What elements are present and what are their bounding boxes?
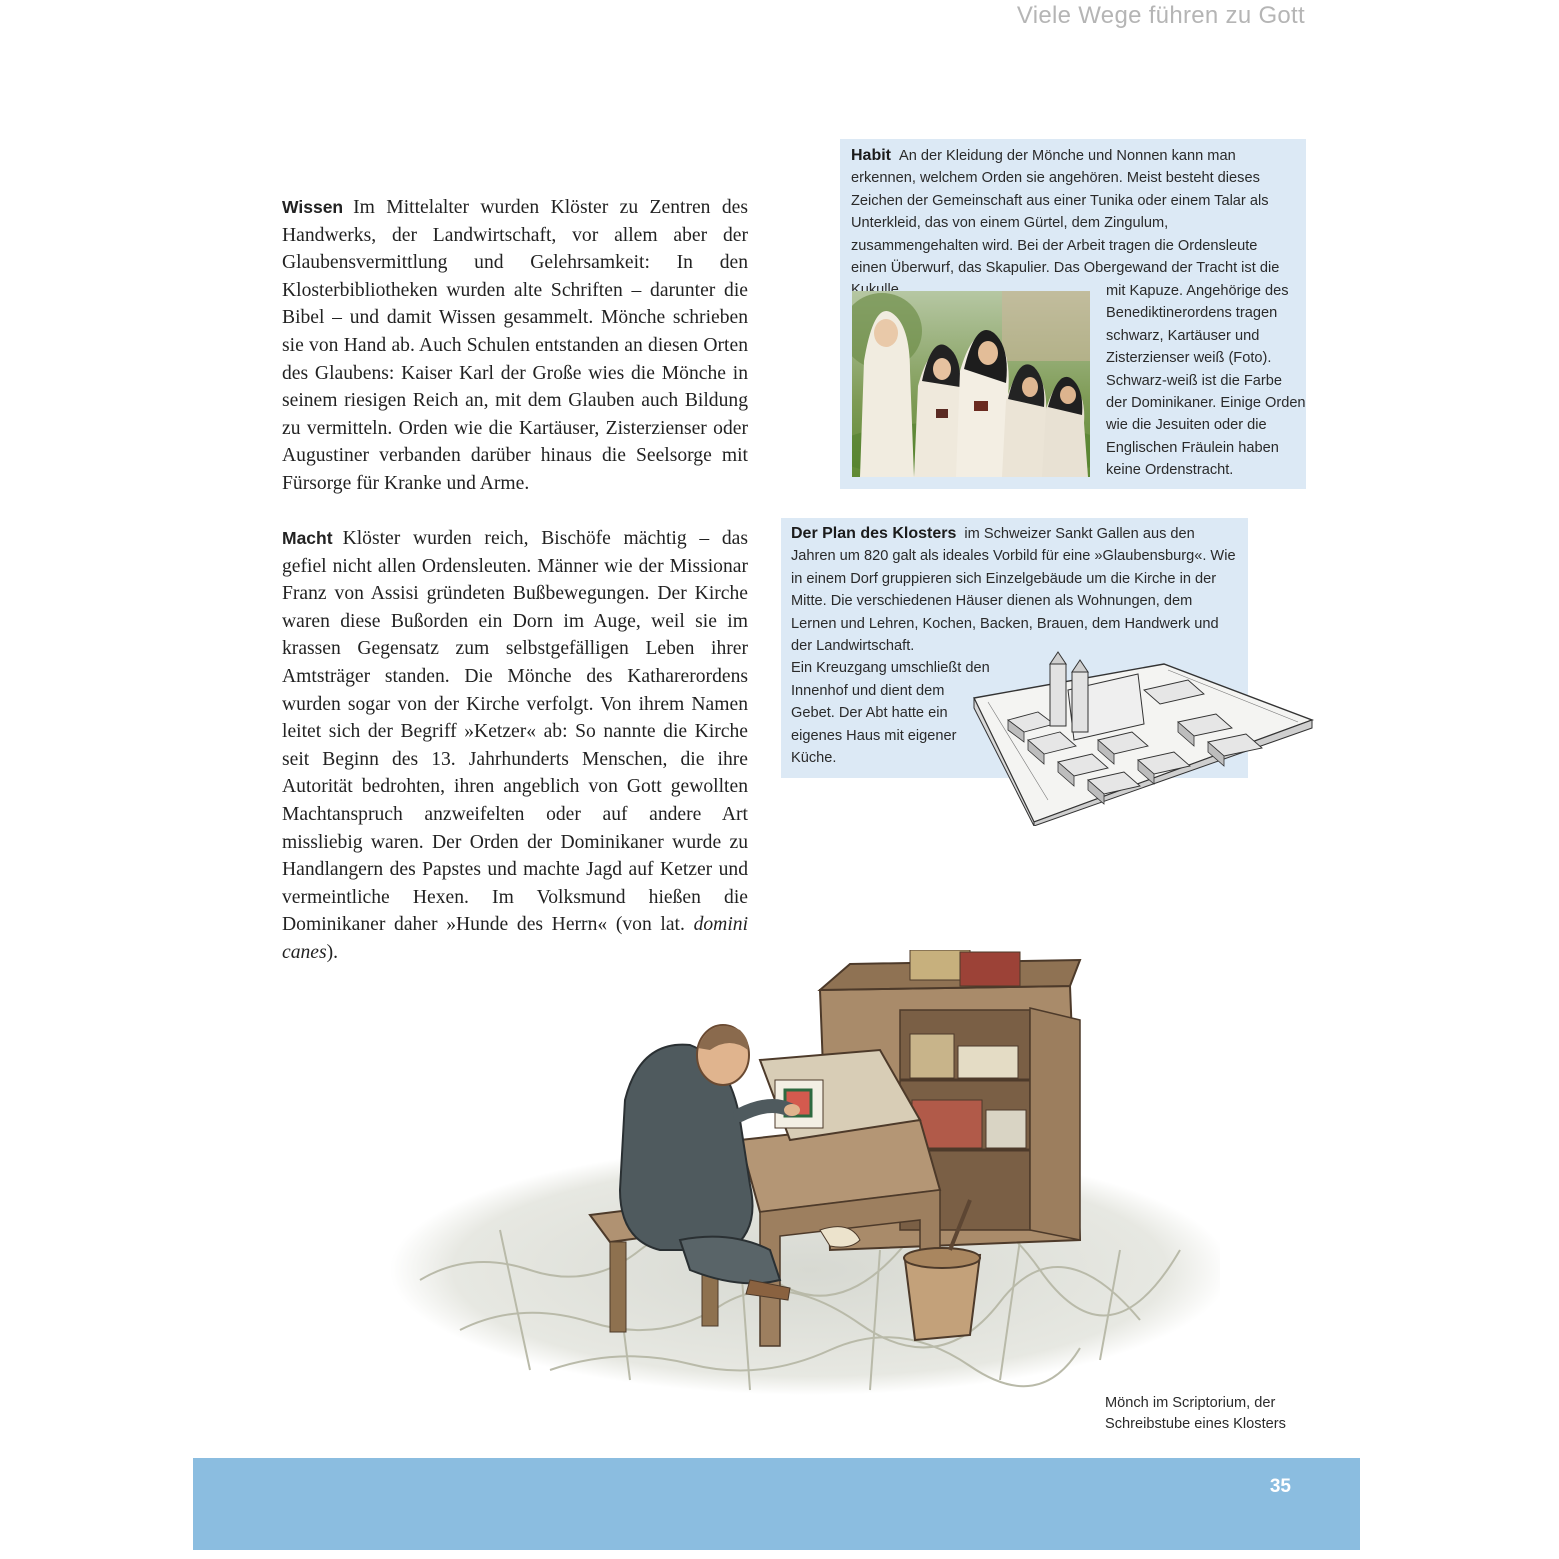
macht-paragraph [282,525,748,967]
footer-band [193,1458,1360,1550]
nuns-photo-illustration [852,291,1090,477]
running-title: Viele Wege führen zu Gott [1016,2,1305,29]
habit-infobox [840,139,1306,489]
wissen-lead: Wissen [282,197,344,217]
plan-intro-text: im Schweizer Sankt Gallen aus den Jahren um 820 galt als ideales Vorbild für eine »Glaubensburg«. Wie in einem Dorf gruppieren sich Einzelgebäude um die Kirche in der Mitte. Die verschiedenen Häuser dienen als Wohnungen, dem Lernen und Lehren, Kochen, Backen, Brauen, dem Handwerk und der Landwirtschaft. [791,526,1236,655]
habit-lead: Habit [851,147,891,164]
section-wissen [282,194,748,498]
habit-intro [851,145,1295,302]
page-number: 35 [1269,1476,1291,1497]
nuns-habit-photo [852,291,1090,477]
macht-text: Klöster wurden reich, Bischöfe mächtig – das gefiel nicht allen Ordensleuten. Männer wie der Missionar Franz von Assisi gründeten Bußbewegungen. Der Kirche waren diese Bußorden ein Dorn im Auge, weil sie im krassen Gegensatz zum selbstgefälligen Leben ihrer Amtsträger standen. Die Mönche des Katharerordens wurden sogar von der Kirche verfolgt. Von ihrem Namen leitet sich der Begriff »Ketzer« ab: So nannte die Kirche seit Beginn des 13. Jahrhunderts Menschen, die ihre Autorität bedrohten, ihren angeblich von Gott gewollten Machtanspruch anzweifelten oder auf andere Art missliebig waren. Der Orden der Dominikaner wurde zu Handlangern des Papstes und machte Jagd auf Ketzer und vermeintliche Hexen. Im Volksmund hießen die Dominikaner daher »Hunde des Herrn« (von lat. [282,528,748,936]
habit-side-text: mit Kapuze. Angehörige des Benediktinerordens tragen schwarz, Kartäuser und Zisterzienser weiß (Foto). Schwarz-weiß ist die Farbe der Dominikaner. Einige Orden wie die Jesuiten oder die Englischen Fräulein haben keine Ordenstracht. [1106,283,1306,479]
monastery-plan-drawing [968,650,1316,826]
macht-lead: Macht [282,528,333,548]
habit-intro-text: An der Kleidung der Mönche und Nonnen kann man erkennen, welchem Orden sie angehören. Meist besteht dieses Zeichen der Gemeinschaft aus einer Tunika oder einem Talar als Unterkleid, das von einem Gürtel, dem Zingulum, zusammengehalten wird. Bei der Arbeit tragen die Ordensleute einen Überwurf, das Skapulier. Das Obergewand der Tracht ist die [851,148,1280,277]
monk-scriptorium-illustration [380,950,1220,1395]
macht-end: ). [326,941,339,963]
wissen-paragraph [282,194,748,498]
figure-caption [1105,1393,1286,1435]
caption-line-1: Mönch im Scriptorium, der [1105,1395,1276,1411]
plan-intro [791,523,1238,657]
plan-lead: Der Plan des Klosters [791,525,957,542]
plan-side-text: Ein Kreuzgang umschließt den Innenhof und dient dem Gebet. Der Abt hatte ein eigenes Haus mit eigener Küche. [791,660,990,767]
caption-line-2: Schreibstube eines Klosters [1105,1416,1286,1432]
section-macht [282,525,748,967]
wissen-text: Im Mittelalter wurden Klöster zu Zentren des Handwerks, der Landwirtschaft, vor allem aber der Glaubensvermittlung und Gelehrsamkeit: In den Klosterbibliotheken wurden alte Schriften – darunter die Bibel – und damit Wissen gesammelt. Mönche schrieben sie von Hand ab. Auch Schulen entstanden an diesen Orten des Glaubens: Kaiser Karl der Große wies die Mönche in seinem riesigen Reich an, mit dem Glauben auch Bildung zu vermitteln. Orden wie die Kartäuser, Zisterzienser oder Augustiner verbanden darüber hinaus die Seelsorge mit Fürsorge für Kranke und Arme. [282,197,748,494]
macht-latin: domini canes [282,914,749,963]
